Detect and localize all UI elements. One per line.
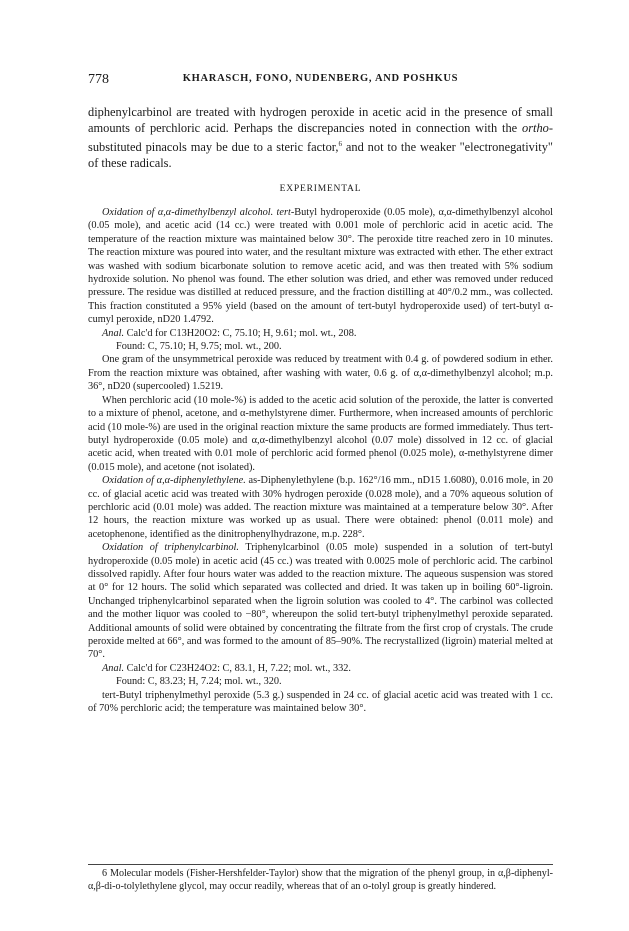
footnote-reference: 6 bbox=[338, 140, 342, 148]
analysis-calc-2 bbox=[88, 662, 553, 675]
paragraph-perchloric: When perchloric acid (10 mole-%) is added to the acetic acid solution of the peroxide, the latter is converted to a mixture of phenol, acetone, and α-methylstyrene dimer. Furthermore, when increased amounts of perchloric acid (10 mole-%) are used in the original reaction mixture the same products are formed immediately. Thus tert-butyl hydroperoxide (0.05 mole) and α,α-dimethylbenzyl alcohol (0.07 mole) dissolved in 12 cc. of glacial acetic acid, when treated with 0.01 mole of perchloric acid formed phenol (0.025 mole), α-methylstyrene dimer (0.015 mole), and acetone (not isolated). bbox=[88, 394, 553, 473]
footnote-divider bbox=[88, 864, 553, 865]
analysis-found-2: Found: C, 83.23; H, 7.24; mol. wt., 320. bbox=[116, 676, 282, 688]
analysis-label: Anal. bbox=[102, 662, 125, 674]
footnote: 6 Molecular models (Fisher-Hershfelder-Taylor) show that the migration of the phenyl group, in α,β-diphenyl-α,β-di-o-tolylethylene glycol, may occur readily, whereas that of an o-tolyl group is greatly hindered. bbox=[88, 868, 553, 892]
paragraph-diphenylethylene bbox=[88, 474, 553, 541]
paragraph-triphenylcarbinol bbox=[88, 541, 553, 662]
paragraph-reduction: One gram of the unsymmetrical peroxide was reduced by treatment with 0.4 g. of powdered sodium in ether. From the reaction mixture was obtained, after washing with water, 0.6 g. of α,α-dimethylbenzyl alcohol; m.p. 36°, nD20 (supercooled) 1.5219. bbox=[88, 354, 553, 393]
intro-paragraph bbox=[88, 104, 553, 171]
paragraph-peroxide-treatment: tert-Butyl triphenylmethyl peroxide (5.3 g.) suspended in 24 cc. of glacial acetic acid was treated with 1 cc. of 70% perchloric acid; the temperature was maintained below 30°. bbox=[88, 689, 553, 715]
paragraph-text: -Butyl hydroperoxide (0.05 mole), α,α-dimethylbenzyl alcohol (0.05 mole), and acetic acid (14 cc.) were treated with 0.001 mole of perchloric acid in acetic acid. The temperature of the reaction mixture was maintained below 30°. The peroxide titre reached zero in 10 minutes. The reaction mixture was poured into water, and the resultant mixture was extracted with ether. The ether extract was washed with sodium bicarbonate solution to remove acetic acid, and was then treated with 5% sodium hydroxide solution. No phenol was found. The ether solution was dried, and ether was removed under reduced pressure. The residue was distilled at reduced pressure, and the fraction distilling at 40°/0.2 mm., was collected. This fraction constituted a 95% yield (based on the amount of tert-butyl hydroperoxide used) of tert-butyl α-cumyl peroxide, nD20 1.4792. bbox=[88, 207, 554, 326]
intro-text: and not to the weaker "electronegativity" of these radicals. bbox=[88, 140, 553, 171]
analysis-calc-1 bbox=[88, 327, 553, 340]
paragraph-cumyl-oxidation bbox=[88, 206, 553, 327]
analysis-found-1: Found: C, 75.10; H, 9.75; mol. wt., 200. bbox=[116, 341, 282, 353]
experimental-body bbox=[88, 206, 553, 715]
intro-text: diphenylcarbinol are treated with hydrogen peroxide in acetic acid in the presence of small amounts of perchloric acid. Perhaps the discrepancies noted in connection with the bbox=[88, 105, 553, 135]
paragraph-heading: Oxidation of α,α-dimethylbenzyl alcohol. bbox=[102, 207, 274, 218]
paragraph-heading: Oxidation of α,α-diphenylethylene. bbox=[102, 475, 246, 487]
intro-italic: ortho bbox=[522, 121, 549, 135]
paragraph-heading: Oxidation of triphenylcarbinol. bbox=[102, 542, 239, 554]
page-number: 778 bbox=[88, 72, 109, 87]
paragraph-text: Triphenylcarbinol (0.05 mole) suspended in a solution of tert-butyl hydroperoxide (0.05 mole) in acetic acid (45 cc.) was treated with 0.0025 mole of perchloric acid. The carbinol dissolved rapidly. After four hours water was added to the reaction mixture. The aqueous suspension was stored at 0° for 12 hours. The solid which separated was collected and dried. It was taken up in boiling 60°-ligroin. Unchanged triphenylcarbinol separated when the ligroin solution was cooled to 4°. The carbinol was collected and the mother liquor was cooled to −80°, whereupon the solid tert-butyl triphenylmethyl peroxide separated. Additional amounts of solid were obtained by concentrating the filtrate from the first crop of crystals. The crude peroxide melted at 66°, and was formed to the amount of 85–90%. The recrystallized (ligroin) material melted at 70°. bbox=[88, 542, 554, 661]
paragraph-text: as-Diphenylethylene (b.p. 162°/16 mm., nD15 1.6080), 0.016 mole, in 20 cc. of glacial acetic acid was treated with 30% hydrogen peroxide (0.028 mole), and a 70% aqueous solution of perchloric acid (0.01 mole) was added. The reaction mixture was maintained at a temperature below 30°. After 12 hours, the reaction mixture was worked up as usual. There were obtained: phenol (0.011 mole) and acetophenone, identified as the dinitrophenylhydrazone, m.p. 228°. bbox=[88, 475, 553, 540]
analysis-calc-text: Calc'd for C23H24O2: C, 83.1, H, 7.22; mol. wt., 332. bbox=[124, 662, 351, 674]
running-head: KHARASCH, FONO, NUDENBERG, AND POSHKUS bbox=[182, 73, 459, 84]
page-header bbox=[88, 72, 553, 88]
intro-text: -substituted pinacols may be due to a steric factor, bbox=[88, 121, 553, 155]
analysis-calc-text: Calc'd for C13H20O2: C, 75.10; H, 9.61; mol. wt., 208. bbox=[124, 327, 357, 339]
section-title: EXPERIMENTAL bbox=[279, 184, 362, 194]
analysis-label: Anal. bbox=[102, 327, 125, 339]
paragraph-italic: tert bbox=[276, 207, 291, 218]
